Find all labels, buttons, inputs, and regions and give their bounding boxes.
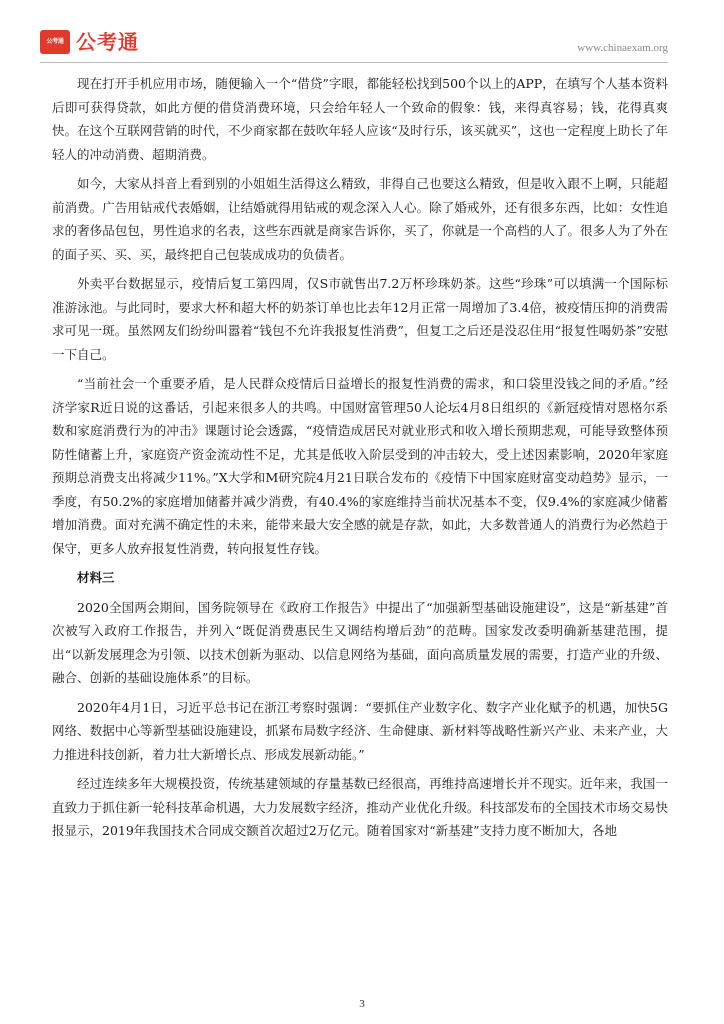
page-number: 3	[359, 998, 365, 1010]
paragraph: “当前社会一个重要矛盾，是人民群众疫情后日益增长的报复性消费的需求，和口袋里没钱之间的矛盾。”经济学家R近日说的这番话，引起来很多人的共鸣。中国财富管理50人论坛4月8日组织的《新冠疫情对恩格尔系数和家庭消费行为的冲击》课题讨论会透露，“疫情造成居民对就业形式和收入增长预期悲观，可能导致整体预防性储蓄上升，家庭资产资金流动性不足，尤其是低收入阶层受到的冲击较大，受上述因素影响，2020年家庭预期总消费支出将减少11%。”X大学和M研究院4月21日联合发布的《疫情下中国家庭财富变动趋势》显示，一季度，有50.2%的家庭增加储蓄并减少消费，有40.4%的家庭维持当前状况基本不变，仅9.4%的家庭减少储蓄增加消费。面对充满不确定性的未来，能带来最大安全感的就是存款，如此，大多数普通人的消费行为必然趋于保守，更多人放弃报复性消费，转向报复性存钱。	[52, 376, 668, 556]
paragraph: 现在打开手机应用市场，随便输入一个“借贷”字眼，都能轻松找到500个以上的APP，在填写个人基本资料后即可获得贷款，如此方便的借贷消费环境，只会给年轻人一个致命的假象：钱，来得真容易；钱，花得真爽快。在这个互联网营销的时代，不少商家都在鼓吹年轻人应该“及时行乐，该买就买”，这也一定程度上助长了年轻人的冲动消费、超期消费。	[52, 76, 668, 162]
page-header	[40, 28, 668, 60]
logo-text: 公考通	[76, 30, 139, 54]
section-title: 材料三	[77, 570, 115, 585]
paragraph: 2020年4月1日，习近平总书记在浙江考察时强调：“要抓住产业数字化、数字产业化赋予的机遇，加快5G网络、数据中心等新型基础设施建设，抓紧布局数字经济、生命健康、新材料等战略性新兴产业、未来产业，大力推进科技创新，着力壮大新增长点、形成发展新动能。”	[52, 699, 668, 762]
paragraph: 外卖平台数据显示，疫情后复工第四周，仅S市就售出7.2万杯珍珠奶茶。这些“珍珠”可以填满一个国际标准游泳池。与此同时，要求大杯和超大杯的奶茶订单也比去年12月正常一周增加了3.4倍，被疫情压抑的消费需求可见一斑。虽然网友们纷纷叫嚣着“钱包不允许我报复性消费”，但复工之后还是没忍住用“报复性喝奶茶”安慰一下自己。	[52, 276, 668, 362]
paragraph: 经过连续多年大规模投资，传统基建领域的存量基数已经很高，再维持高速增长并不现实。近年来，我国一直致力于抓住新一轮科技革命机遇，大力发展数字经济，推动产业优化升级。科技部发布的全国技术市场交易快报显示，2019年我国技术合同成交额首次超过2万亿元。随着国家对“新基建”支持力度不断加大，各地	[52, 776, 668, 838]
document-body	[52, 72, 668, 849]
site-url: www.chinaexam.org	[577, 42, 668, 54]
paragraph: 如今，大家从抖音上看到别的小姐姐生活得这么精致，非得自己也要这么精致，但是收入跟不上啊，只能超前消费。广告用钻戒代表婚姻，让结婚就得用钻戒的观念深入人心。除了婚戒外，还有很多东西，比如：女性追求的奢侈品包包，男性追求的名表，这些东西就是商家告诉你，买了，你就是一个高档的人了。很多人为了外在的面子买、买、买，最终把自己包装成成功的负债者。	[52, 176, 668, 262]
logo-badge: 公考通	[40, 30, 70, 54]
paragraph: 2020全国两会期间，国务院领导在《政府工作报告》中提出了“加强新型基础设施建设”，这是“新基建”首次被写入政府工作报告，并列入“既促消费惠民生又调结构增后劲”的范畴。国家发改委明确新基建范围，提出“以新发展理念为引领、以技术创新为驱动、以信息网络为基础，面向高质量发展的需要，打造产业的升级、融合、创新的基础设施体系”的目标。	[52, 599, 668, 685]
header-divider	[40, 62, 668, 63]
